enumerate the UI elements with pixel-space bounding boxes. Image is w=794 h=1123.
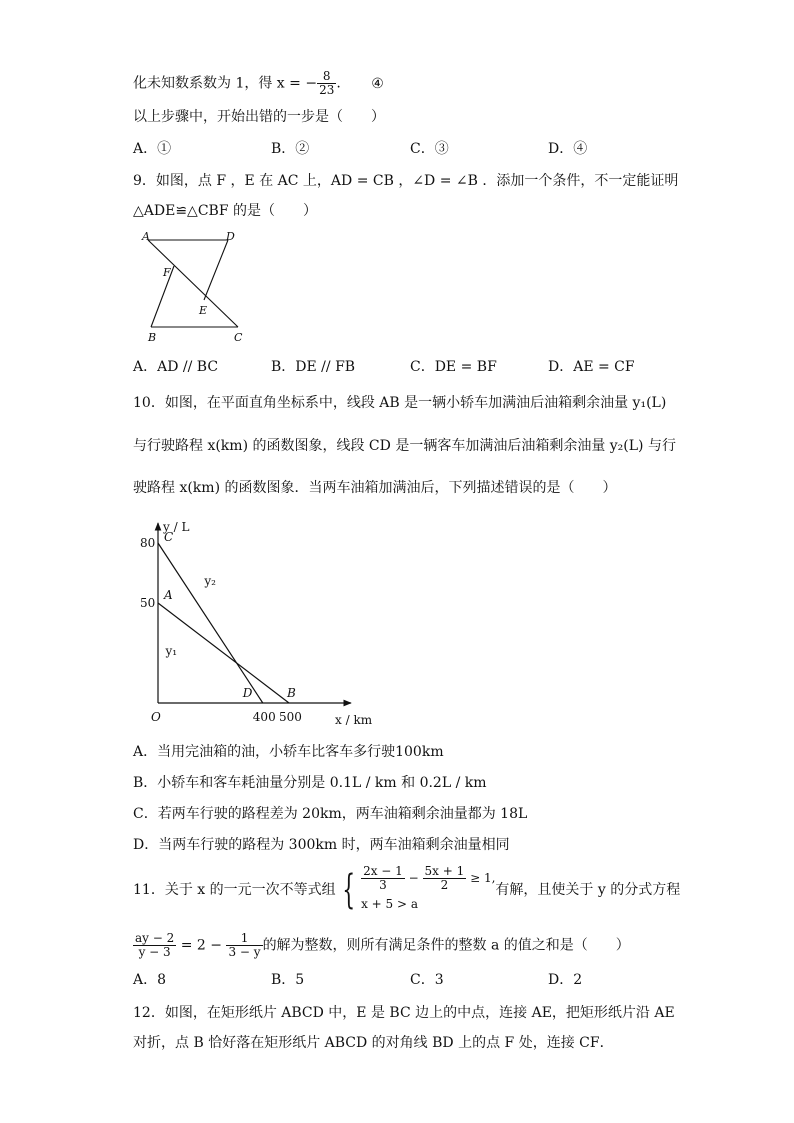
q11-ineq2: x + 5 > a [361, 896, 419, 911]
y-tick-label: 80 [140, 536, 156, 550]
label-F: F [163, 266, 171, 279]
series-name-1: y₁ [165, 644, 178, 658]
q8-frac-den: 23 [319, 83, 335, 97]
q11-eq-frac1-num: ay − 2 [135, 931, 175, 945]
q8-step-mark: ④ [371, 75, 384, 92]
q11-option-a[interactable]: A．8 [133, 972, 167, 988]
label-E: E [199, 304, 208, 317]
q8-question: 以上步骤中，开始出错的一步是（ ） [133, 109, 385, 125]
q9-line1: 9．如图，点 F ，E 在 AC 上，AD = CB ，∠D = ∠B ．添加一个条件，不一定能证明 [133, 173, 679, 189]
q11-mid: 有解，且使关于 y 的分式方程 [495, 882, 681, 898]
q10-option-b[interactable]: B．小轿车和客车耗油量分别是 0.1L / km 和 0.2L / km [133, 775, 487, 791]
q8-option-c[interactable]: C．③ [410, 141, 449, 157]
q11-eq-frac2-den: 3 − y [228, 945, 261, 959]
q12-line2: 对折，点 B 恰好落在矩形纸片 ABCD 的对角线 BD 上的点 F 处，连接 CF． [133, 1035, 614, 1051]
q11-eq-frac2-num: 1 [226, 932, 262, 946]
q9-option-c[interactable]: C．DE = BF [410, 359, 497, 375]
q8-frac-num: 8 [317, 70, 336, 84]
y-axis-label: y / L [163, 520, 190, 534]
q11-eq-frac2 [226, 932, 262, 959]
y-tick-label: 50 [140, 596, 156, 610]
q10-line2: 与行驶路程 x(km) 的函数图象，线段 CD 是一辆客车加满油后油箱剩余油量 y₂(L) 与行 [133, 438, 676, 454]
q10-option-d[interactable]: D．当两车行驶的路程为 300km 时，两车油箱剩余油量相同 [133, 837, 510, 853]
q11-inequality-system [361, 865, 495, 916]
origin-label: O [151, 710, 161, 724]
point-label-B: B [287, 686, 296, 700]
q11-option-d[interactable]: D．2 [548, 972, 583, 988]
q10-line3: 驶路程 x(km) 的函数图象．当两车油箱加满油后，下列描述错误的是（ ） [133, 480, 617, 496]
point-label-C: C [164, 530, 174, 544]
point-label-D: D [242, 686, 253, 700]
q11-ineq1-frac2-den: 2 [440, 877, 449, 892]
q11-ineq1-frac1-num: 2x − 1 [363, 863, 403, 878]
series-name-2: y₂ [204, 574, 216, 588]
segment-AC [148, 240, 238, 327]
q12-line1: 12．如图，在矩形纸片 ABCD 中，E 是 BC 边上的中点，连接 AE，把矩形纸片沿 AE [133, 1005, 675, 1021]
q9-line2: △ADE≌△CBF 的是（ ） [133, 203, 317, 219]
x-axis-label: x / km [335, 713, 373, 727]
q11-line2 [133, 932, 630, 959]
label-C: C [234, 331, 243, 344]
q8-step-prefix: 化未知数系数为 1，得 x = − [133, 75, 318, 92]
q11-ineq1-frac1-den: 3 [379, 877, 387, 892]
x-tick-label: 500 [279, 710, 302, 724]
label-A: A [142, 230, 150, 243]
q9-option-b[interactable]: B．DE // FB [271, 359, 356, 375]
q8-step-suffix: . [336, 75, 341, 92]
q8-step4 [133, 70, 384, 97]
series-line-2 [158, 543, 263, 703]
q10-line1: 10．如图，在平面直角坐标系中，线段 AB 是一辆小轿车加满油后油箱剩余油量 y₁(L) [133, 395, 667, 411]
q10-chart [133, 515, 383, 730]
q11-ineq1-frac1 [361, 865, 405, 892]
q9-figure [138, 228, 250, 348]
q11-ineq1-frac2-num: 5x + 1 [424, 863, 465, 878]
q11-eq-frac1 [133, 932, 176, 959]
q9-option-d[interactable]: D．AE = CF [548, 359, 635, 375]
segment-DE [204, 240, 228, 300]
q8-option-d[interactable]: D．④ [548, 141, 588, 157]
q9-option-a[interactable]: A．AD // BC [133, 359, 219, 375]
label-B: B [148, 331, 157, 344]
label-D: D [226, 230, 235, 243]
q10-option-c[interactable]: C．若两车行驶的路程差为 20km，两车油箱剩余油量都为 18L [133, 806, 528, 822]
x-tick-label: 400 [252, 710, 276, 724]
q11-brace: { [341, 867, 355, 913]
q8-fraction [317, 70, 336, 97]
q11-suffix: 的解为整数，则所有满足条件的整数 a 的值之和是（ ） [262, 937, 630, 954]
q11-ineq1-minus: − [408, 870, 419, 885]
q11-line1 [133, 862, 680, 918]
q11-ineq1-frac2 [423, 865, 467, 892]
q11-ineq1 [361, 865, 495, 892]
q11-eq-frac1-den: y − 3 [138, 945, 171, 959]
q11-eq-mid: = 2 − [180, 937, 222, 954]
q8-option-a[interactable]: A．① [133, 141, 172, 157]
q11-ineq1-rhs: ≥ 1, [470, 870, 496, 885]
q11-prefix: 11．关于 x 的一元一次不等式组 [133, 882, 336, 898]
q11-option-b[interactable]: B．5 [271, 972, 305, 988]
series-line-1 [158, 603, 289, 703]
point-label-A: A [164, 588, 173, 602]
q10-option-a[interactable]: A．当用完油箱的油，小轿车比客车多行驶100km [133, 744, 444, 760]
q8-option-b[interactable]: B．② [271, 141, 310, 157]
q11-option-c[interactable]: C．3 [410, 972, 444, 988]
